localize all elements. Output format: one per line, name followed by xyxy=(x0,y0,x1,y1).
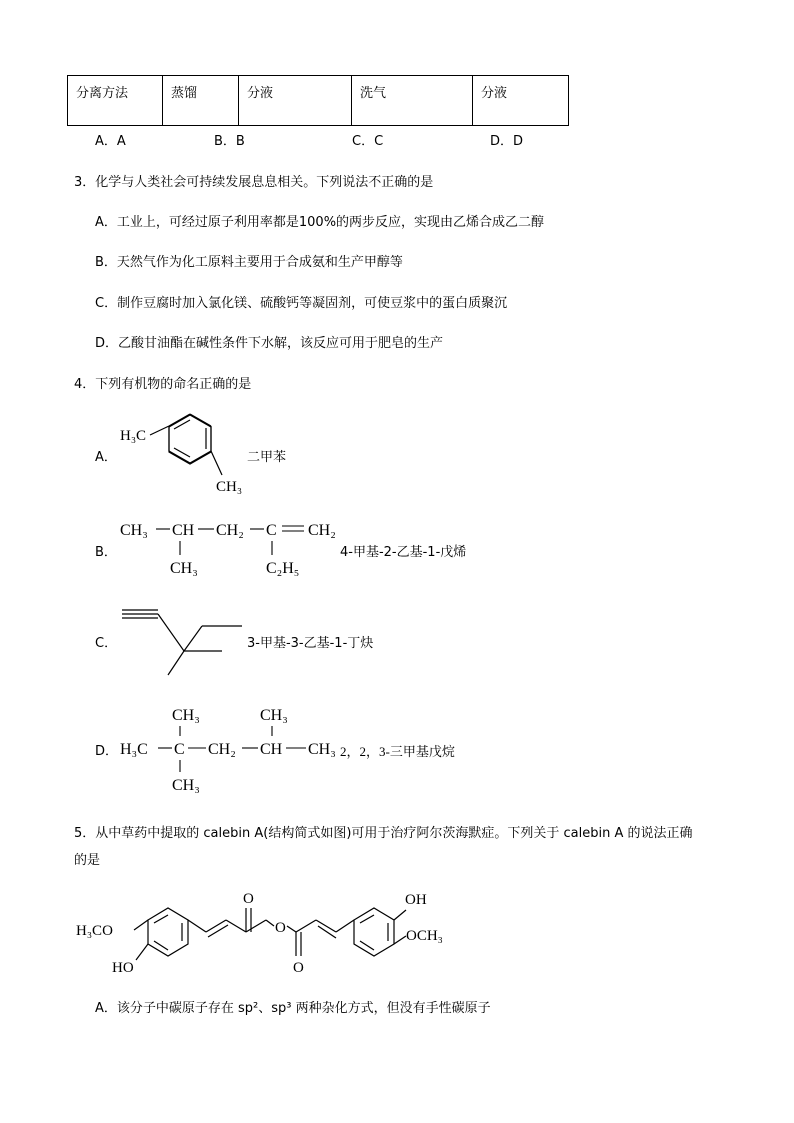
q4-a-letter: A． xyxy=(95,450,117,465)
q4-d-ch: CH xyxy=(260,741,283,758)
q2-option-c: C．C xyxy=(352,134,384,149)
q4-a-sub1: H₃C xyxy=(120,428,147,444)
q5-ho-left-label: HO xyxy=(112,960,134,976)
q3-option-a: A．工业上，可经过原子利用率都是100%的两步反应，实现由乙烯合成乙二醇 xyxy=(95,215,545,230)
q4-d-c: C xyxy=(174,741,185,758)
q4-b-c: C xyxy=(266,522,277,539)
table-cell-header: 分离方法 xyxy=(68,76,163,126)
q2-option-b: B．B xyxy=(214,134,245,149)
q4-a-name: 二甲苯 xyxy=(247,450,287,465)
q5-ester-o-label: O xyxy=(275,920,286,936)
q3-option-b: B．天然气作为化工原料主要用于合成氨和生产甲醇等 xyxy=(95,255,403,270)
q4-stem: 4．下列有机物的命名正确的是 xyxy=(74,377,252,392)
q5-h3co-label: H₃CO xyxy=(76,923,113,939)
q5-carbonyl-o-label: O xyxy=(293,960,304,976)
q2-option-d: D．D xyxy=(490,134,524,149)
q4-b-name: 4-甲基-2-乙基-1-戊烯 xyxy=(340,545,467,560)
q4-b-branch2: C₂H₅ xyxy=(266,560,300,577)
table-cell: 蒸馏 xyxy=(163,76,239,126)
q4-b-ch2: CH₂ xyxy=(216,522,244,539)
q4-b-letter: B． xyxy=(95,545,117,560)
q4-b-structure xyxy=(116,515,341,580)
q4-b-ch: CH xyxy=(172,522,195,539)
q4-d-structure xyxy=(116,700,346,800)
q3-option-c: C．制作豆腐时加入氯化镁、硫酸钙等凝固剂，可使豆浆中的蛋白质聚沉 xyxy=(95,296,508,311)
q5-oh-right-label: OH xyxy=(405,892,427,908)
q4-b-ch2-end: CH₂ xyxy=(308,522,336,539)
q4-d-ch3: CH₃ xyxy=(308,741,336,758)
table-cell: 分液 xyxy=(473,76,569,126)
table-cell: 洗气 xyxy=(352,76,473,126)
q3-option-d: D．乙酸甘油酯在碱性条件下水解，该反应可用于肥皂的生产 xyxy=(95,336,444,351)
q5-calebin-structure xyxy=(74,880,444,980)
q4-d-bottom1: CH₃ xyxy=(172,777,200,794)
q2-option-a: A．A xyxy=(95,134,126,149)
q5-ketone-o-label: O xyxy=(243,891,254,907)
table-cell: 分液 xyxy=(239,76,352,126)
q3-stem: 3．化学与人类社会可持续发展息息相关。下列说法不正确的是 xyxy=(74,175,434,190)
q4-d-h3c: H₃C xyxy=(120,741,148,758)
q4-d-name: 2，2，3-三甲基戊烷 xyxy=(340,744,455,759)
q5-och3-label: OCH₃ xyxy=(406,928,443,944)
q4-b-branch1: CH₃ xyxy=(170,560,198,577)
q5-stem-line2: 的是 xyxy=(74,853,101,868)
q4-a-sub2: CH₃ xyxy=(216,479,243,495)
q4-d-top1: CH₃ xyxy=(172,707,200,724)
separation-table xyxy=(67,75,569,126)
q4-b-ch3: CH₃ xyxy=(120,522,148,539)
q4-a-structure xyxy=(112,405,262,500)
q5-stem-line1: 5．从中草药中提取的 calebin A(结构简式如图)可用于治疗阿尔茨海默症。下列关于 calebin A 的说法正确 xyxy=(74,826,693,841)
q4-c-structure xyxy=(118,596,248,678)
q4-d-letter: D． xyxy=(95,744,119,759)
q5-option-a: A．该分子中碳原子存在 sp²、sp³ 两种杂化方式，但没有手性碳原子 xyxy=(95,1001,491,1016)
q4-d-top2: CH₃ xyxy=(260,707,288,724)
q4-d-ch2: CH₂ xyxy=(208,741,236,758)
q4-c-name: 3-甲基-3-乙基-1-丁炔 xyxy=(247,636,374,651)
q4-c-letter: C． xyxy=(95,636,118,651)
